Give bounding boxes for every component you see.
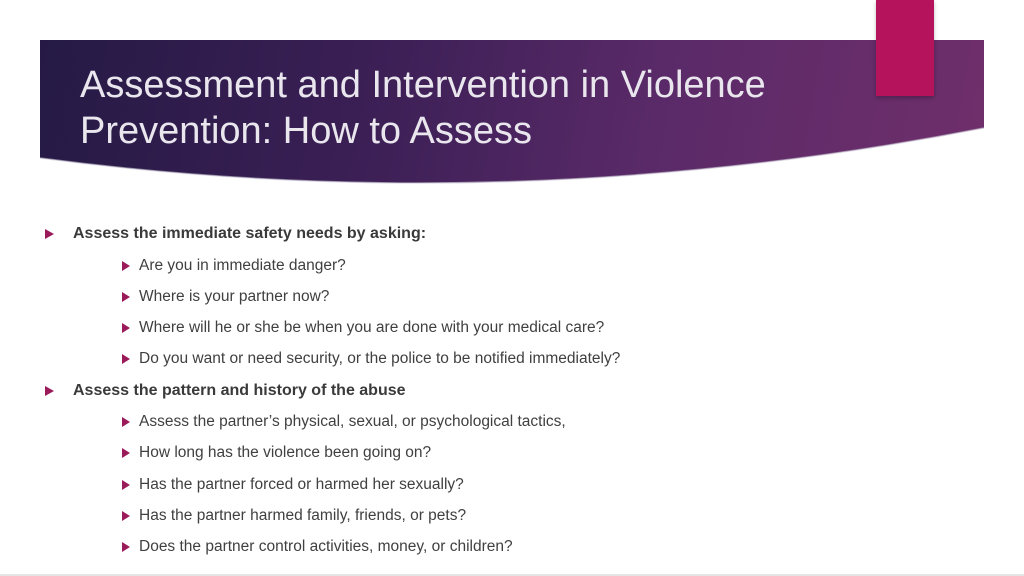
list-item: [122, 350, 620, 368]
triangle-bullet-icon: [45, 386, 54, 396]
triangle-bullet-icon: [122, 480, 130, 490]
list-item-text: Assess the partner’s physical, sexual, or psychological tactics,: [139, 413, 566, 430]
section-heading-text: Assess the pattern and history of the abuse: [73, 382, 406, 399]
triangle-bullet-icon: [122, 511, 130, 521]
list-item: [122, 444, 431, 462]
triangle-bullet-icon: [45, 229, 54, 239]
list-item-text: Has the partner harmed family, friends, or pets?: [139, 507, 467, 524]
section-heading-text: Assess the immediate safety needs by asking:: [73, 225, 427, 242]
list-item: [122, 413, 566, 431]
accent-tab: [876, 0, 934, 96]
list-item-text: Where is your partner now?: [139, 288, 330, 305]
list-item: [122, 257, 346, 275]
list-item-text: Do you want or need security, or the police to be notified immediately?: [139, 350, 621, 367]
list-item-text: Where will he or she be when you are done with your medical care?: [139, 319, 605, 336]
list-item-text: How long has the violence been going on?: [139, 444, 432, 461]
list-item-text: Does the partner control activities, money, or children?: [139, 538, 513, 555]
list-item-text: Has the partner forced or harmed her sexually?: [139, 476, 464, 493]
triangle-bullet-icon: [122, 448, 130, 458]
list-item-text: Are you in immediate danger?: [139, 257, 346, 274]
section-heading: [45, 382, 406, 400]
triangle-bullet-icon: [122, 542, 130, 552]
list-item: [122, 288, 329, 306]
section-heading: [45, 225, 426, 243]
triangle-bullet-icon: [122, 292, 130, 302]
triangle-bullet-icon: [122, 261, 130, 271]
list-item: [122, 538, 513, 556]
triangle-bullet-icon: [122, 323, 130, 333]
triangle-bullet-icon: [122, 417, 130, 427]
list-item: [122, 319, 604, 337]
list-item: [122, 507, 466, 525]
list-item: [122, 476, 464, 494]
slide-title: Assessment and Intervention in Violence Prevention: How to Assess: [80, 64, 766, 152]
triangle-bullet-icon: [122, 354, 130, 364]
